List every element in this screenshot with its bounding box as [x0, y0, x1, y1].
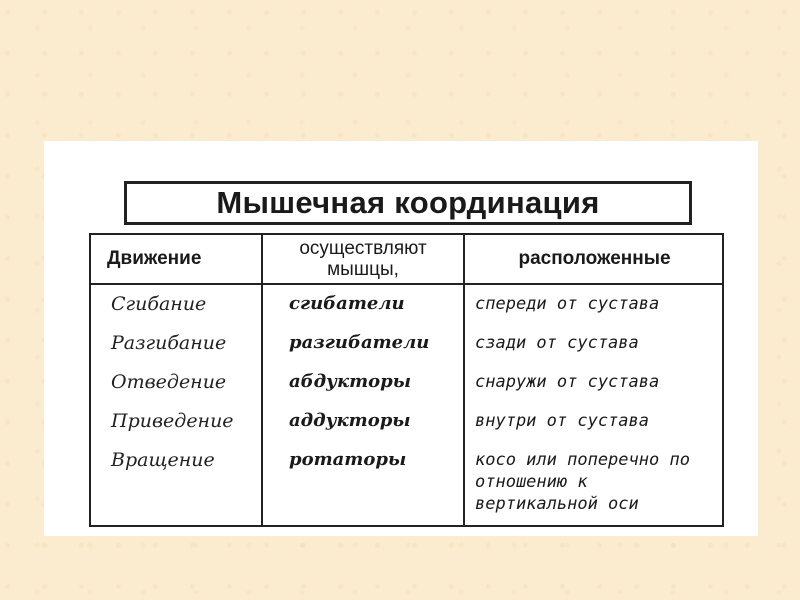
movement-cell: Сгибание: [111, 293, 207, 315]
header-location: расположенные: [518, 248, 671, 269]
movement-column: [111, 293, 234, 488]
location-cell: снаружи от сустава: [475, 372, 660, 392]
location-column: [475, 293, 720, 514]
document-sheet: [44, 141, 758, 536]
muscle-cell: ротаторы: [289, 449, 407, 470]
movement-cell: Отведение: [111, 371, 227, 393]
muscle-cell: разгибатели: [289, 332, 430, 353]
movement-cell: Разгибание: [111, 332, 227, 354]
movement-cell: Приведение: [111, 410, 234, 432]
location-cell: косо или поперечно по отношению к вертикальной оси: [475, 450, 690, 514]
location-cell: сзади от сустава: [475, 333, 639, 353]
muscle-column: [289, 293, 429, 488]
header-muscles: осуществляют мышцы,: [299, 238, 427, 280]
coordination-table: [89, 233, 724, 527]
location-cell: внутри от сустава: [475, 411, 649, 431]
muscle-cell: сгибатели: [289, 293, 405, 314]
header-divider: [91, 283, 722, 285]
movement-cell: Вращение: [111, 449, 215, 471]
muscle-cell: аддукторы: [289, 410, 411, 431]
page-title: Мышечная координация: [124, 181, 692, 225]
header-movement: Движение: [107, 248, 202, 269]
location-cell: спереди от сустава: [475, 294, 660, 314]
muscle-cell: абдукторы: [289, 371, 412, 392]
